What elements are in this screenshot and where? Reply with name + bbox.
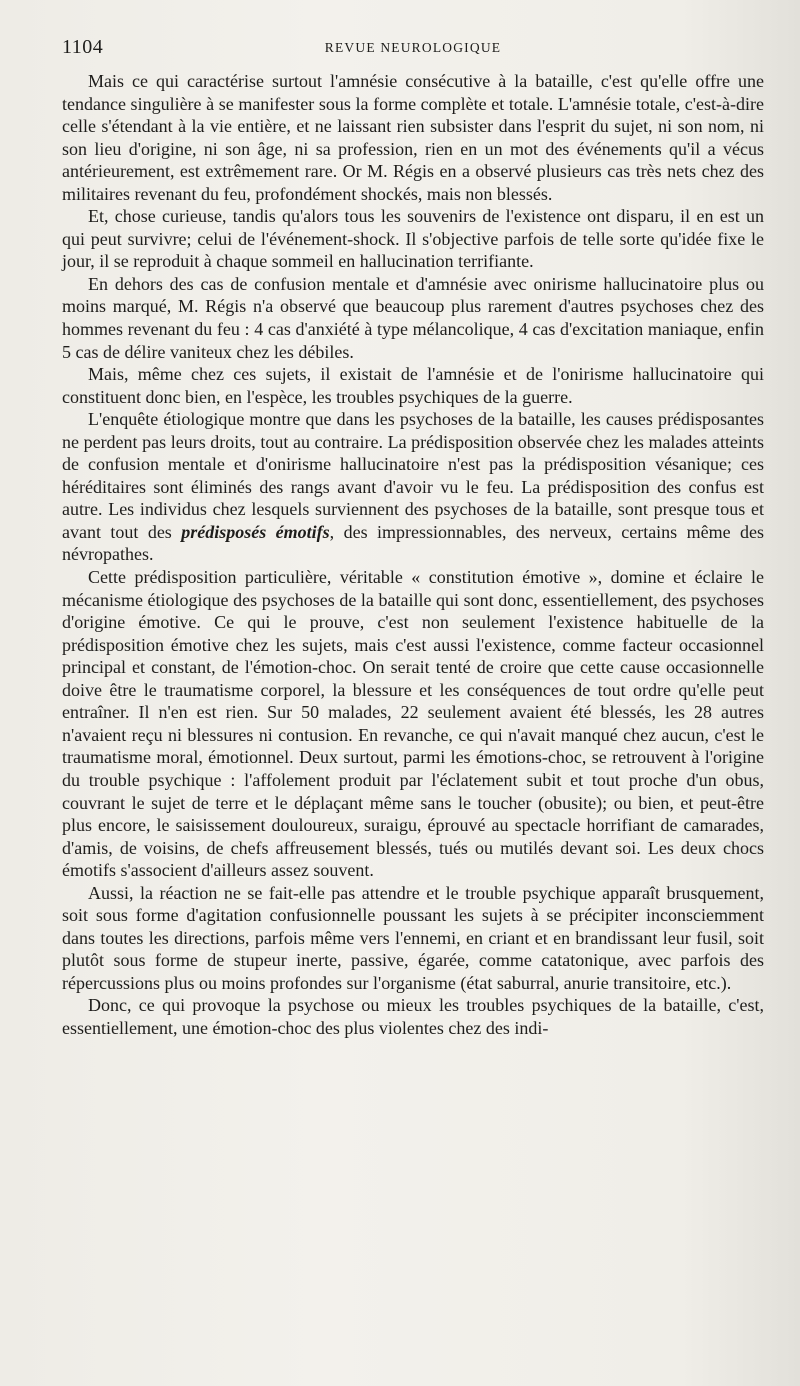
paragraph-troubles-de-la-guerre: Mais, même chez ces sujets, il existait de l'amnésie et de l'onirisme hallucinatoire qui constituent donc bien, en l'espèce, les troubles psychiques de la guerre. [62, 364, 764, 407]
page-number: 1104 [62, 36, 104, 58]
paragraph-autres-psychoses: En dehors des cas de confusion mentale et d'amnésie avec onirisme hallucinatoire plus ou moins marqué, M. Régis n'a observé que beaucoup plus rarement d'autres psychoses chez des hommes revenant du feu : 4 cas d'anxiété à type mélancolique, 4 cas d'excitation maniaque, enfin 5 cas de délire vaniteux chez les débiles. [62, 273, 764, 362]
article-body [62, 70, 764, 1040]
paragraph-enquete-etiologique [62, 408, 764, 566]
paragraph-reaction: Aussi, la réaction ne se fait-elle pas attendre et le trouble psychique apparaît brusquement, soit sous forme d'agitation confusionnelle poussant les sujets à se précipiter inconsciemment dans toutes les directions, parfois même vers l'ennemi, en criant et en brandissant leur fusil, soit plutôt sous forme de stupeur inerte, passive, égarée, comme catatonique, avec parfois des répercussions plus ou moins profondes sur l'organisme (état saburral, anurie transitoire, etc.). [62, 882, 764, 993]
paragraph-text-before: L'enquête étiologique montre que dans les psychoses de la bataille, les causes prédisposantes ne perdent pas leurs droits, tout au contraire. La prédisposition observée chez les malades atteints de confusion mentale et d'onirisme hallucinatoire n'est pas la prédisposition vésanique; ces héréditaires sont éliminés des rangs avant d'avoir vu le feu. La prédisposition des confus est autre. Les individus chez lesquels surviennent des psychoses de la bataille, sont presque tous et avant tout des [62, 409, 764, 542]
emphasized-term: prédisposés émotifs [181, 521, 330, 542]
paragraph-amnesie-totale: Mais ce qui caractérise surtout l'amnésie consécutive à la bataille, c'est qu'elle offre une tendance singulière à se manifester sous la forme complète et totale. L'amnésie totale, c'est-à-dire celle s'étendant à la vie entière, et ne laissant rien subsister dans l'esprit du sujet, ni son nom, ni son lieu d'origine, ni son âge, ni sa profession, rien en un mot des événements qu'il a vécus antérieurement, est extrêmement rare. Or M. Régis en a observé plusieurs cas très nets chez des militaires revenant du feu, profondément shockés, mais non blessés. [62, 71, 764, 204]
paragraph-conclusion: Donc, ce qui provoque la psychose ou mieux les troubles psychiques de la bataille, c'est, essentiellement, une émotion-choc des plus violentes chez des indi- [62, 995, 764, 1038]
paragraph-text-after: , des impressionnables, des nerveux, certains même des névropathes. [62, 521, 764, 565]
paragraph-constitution-emotive: Cette prédisposition particulière, véritable « constitution émotive », domine et éclaire le mécanisme étiologique des psychoses de la bataille qui sont donc, essentiellement, des psychoses d'origine émotive. Ce qui le prouve, c'est non seulement l'existence habituelle de la prédisposition émotive chez les sujets, mais c'est aussi l'existence, comme facteur occasionnel principal et constant, de l'émotion-choc. On serait tenté de croire que cette cause occasionnelle doive être le traumatisme corporel, la blessure et les conséquences de tout ordre qu'elle peut entraîner. Il n'en est rien. Sur 50 malades, 22 seulement avaient été blessés, les 28 autres n'avaient reçu ni blessures ni contusion. En revanche, ce qui n'avait manqué chez aucun, c'est le traumatisme moral, émotionnel. Deux surtout, parmi les émotions-choc, se retrouvent à l'origine du trouble psychique : l'affolement produit par l'éclatement subit et tout proche d'un obus, couvrant le sujet de terre et le déplaçant même sans le toucher (obusite); ou bien, et peut-être plus encore, le saisissement douloureux, suraigu, éprouvé au spectacle horrifiant de camarades, d'amis, de voisins, de chefs affreusement blessés, tués ou mutilés devant soi. Les deux chocs émotifs s'associent d'ailleurs assez souvent. [62, 567, 764, 881]
page-header [62, 30, 764, 70]
running-title: REVUE NEUROLOGIQUE [324, 40, 502, 55]
paragraph-evenement-shock: Et, chose curieuse, tandis qu'alors tous les souvenirs de l'existence ont disparu, il en est un qui peut survivre; celui de l'événement-shock. Il s'objective parfois de telle sorte qu'idée fixe le jour, il se reproduit à chaque sommeil en hallucination terrifiante. [62, 206, 764, 272]
